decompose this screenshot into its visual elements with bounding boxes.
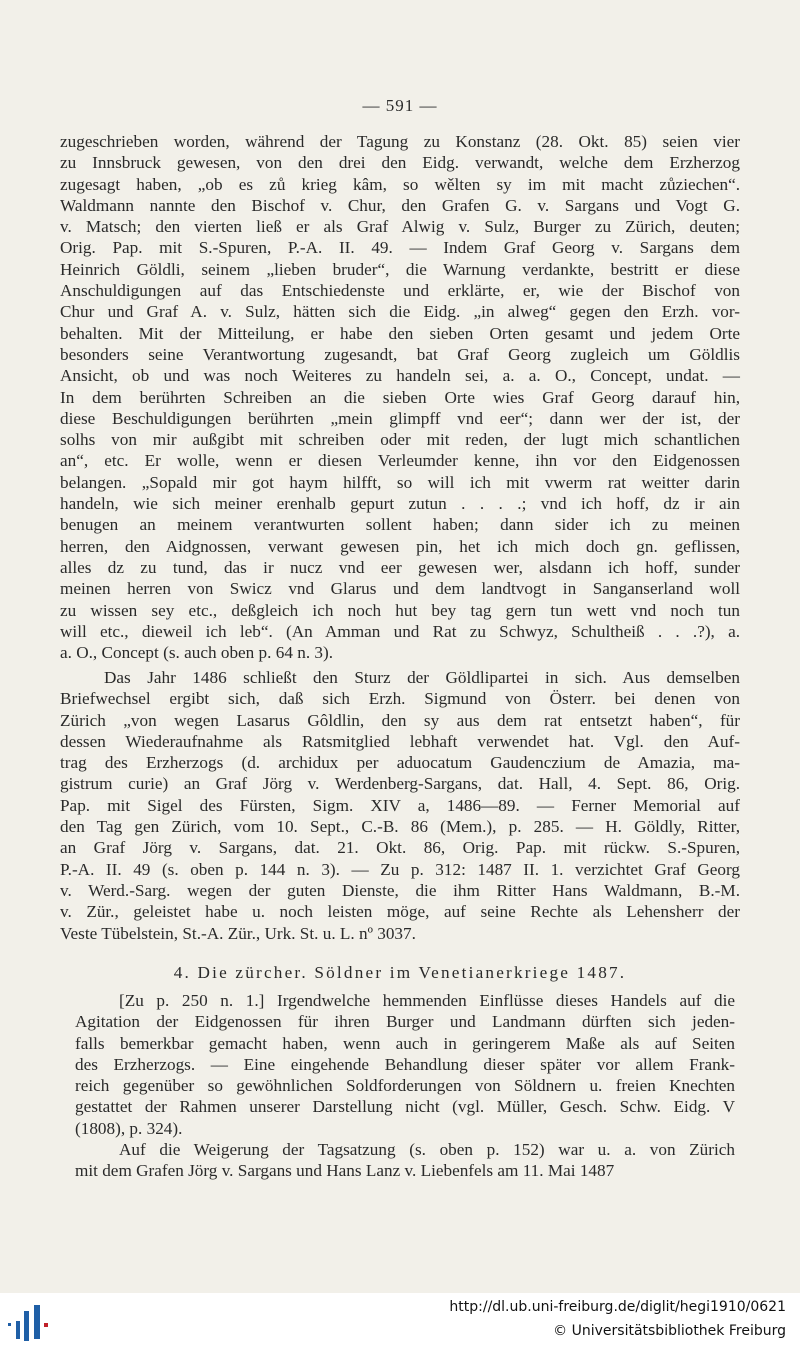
text-line: an“, etc. Er wolle, wenn er diesen Verleumder kenne, ihn vor den Eidgenossen (60, 451, 740, 471)
footer-bar (0, 1293, 800, 1349)
text-line: a. O., Concept (s. auch oben p. 64 n. 3). (60, 643, 334, 663)
page-number: — 591 — (362, 96, 438, 115)
paragraph-2 (60, 667, 740, 944)
text-line: gestattet der Rahmen unserer Darstellung nicht (vgl. Müller, Gesch. Schw. Eidg. V (75, 1097, 735, 1117)
text-line: Zürich „von wegen Lasarus Gôldlin, den sy aus dem rat entsetzt haben“, für (60, 710, 740, 730)
text-line: reich gegenüber so gewöhnlichen Soldforderungen von Söldnern u. freien Knechten (75, 1076, 735, 1096)
text-line: behalten. Mit der Mitteilung, er habe den sieben Orten gesamt und jedem Orte (60, 323, 740, 343)
text-line: trag des Erzherzogs (d. archidux per aduocatum Gaudenczium de Amazia, ma- (60, 753, 740, 773)
text-line: diese Beschuldigungen berührten „mein glimpff vnd eer“; dann wer der ist, der (60, 408, 740, 428)
text-line: Veste Tübelstein, St.-A. Zür., Urk. St. u. L. nº 3037. (60, 923, 416, 943)
text-line: [Zu p. 250 n. 1.] Irgendwelche hemmenden Einflüsse dieses Handels auf die (119, 991, 735, 1010)
section-heading: 4. Die zürcher. Söldner im Venetianerkriege 1487. (173, 963, 627, 982)
section-paragraph-2 (75, 1139, 735, 1182)
text-line: will etc., dieweil ich leb“. (An Amman und Rat zu Schwyz, Schultheiß . . .?), a. (60, 621, 740, 641)
text-line: solhs von mir außgibt mit schreiben oder mit reden, der lugt mich schantlichen (60, 430, 740, 450)
text-line: Anschuldigungen auf das Entschiedenste und erklärte, er, wie der Bischof von (60, 281, 740, 301)
text-line: Waldmann nannte den Bischof v. Chur, den Grafen G. v. Sargans und Vogt G. (60, 195, 740, 215)
text-line: Chur und Graf A. v. Sulz, hätten sich die Eidg. „in alweg“ gegen den Erzh. vor- (60, 302, 740, 322)
text-line: Auf die Weigerung der Tagsatzung (s. oben p. 152) war u. a. von Zürich (119, 1140, 735, 1159)
copyright-notice: © Universitätsbibliothek Freiburg (553, 1323, 786, 1339)
permalink-url[interactable]: http://dl.ub.uni-freiburg.de/diglit/hegi1910/0621 (449, 1299, 786, 1315)
text-line: alles dz zu tund, das ir nucz vnd eer gewesen wer, alsdann ich hoff, sunder (60, 557, 740, 577)
section-paragraph-1 (75, 990, 735, 1139)
text-line: v. Matsch; den vierten ließ er als Graf Alwig v. Sulz, Burger zu Zürich, deuten; (60, 217, 740, 237)
text-line: dessen Wiederaufnahme als Ratsmitglied lebhaft verwendet hat. Vgl. den Auf- (60, 731, 740, 751)
text-line: v. Zür., geleistet habe u. noch leisten möge, auf seine Rechte als Lehensherr der (60, 902, 740, 922)
text-line: meinen herren von Swicz vnd Glarus und dem landtvogt in Sanganserland woll (60, 579, 740, 599)
text-line: benugen an meinem verantwurten sollent haben; dann sider ich zu meinen (60, 515, 740, 535)
text-line: besonders seine Verantwortung zugesandt, bat Graf Georg zugleich um Göldlis (60, 344, 740, 364)
text-line: P.-A. II. 49 (s. oben p. 144 n. 3). — Zu p. 312: 1487 II. 1. verzichtet Graf Georg (60, 859, 740, 879)
text-line: an Graf Jörg v. Sargans, dat. 21. Okt. 86, Orig. Pap. mit rückw. S.-Spuren, (60, 838, 740, 858)
text-line: handeln, wie sich meiner erenhalb gepurt zutun . . . .; vnd ich hoff, dz ir ain (60, 494, 740, 514)
text-line: falls bemerkbar gemacht haben, wenn auch in geringerem Maße als auf Seiten (75, 1033, 735, 1053)
text-line: zu Innsbruck gewesen, von den drei den Eidg. verwandt, welche dem Erzherzog (60, 153, 740, 173)
text-line: gistrum curie) an Graf Jörg v. Werdenberg-Sargans, dat. Hall, 4. Sept. 86, Orig. (60, 774, 740, 794)
text-line: v. Werd.-Sarg. wegen der guten Dienste, die ihm Ritter Hans Waldmann, B.-M. (60, 880, 740, 900)
text-line: Das Jahr 1486 schließt den Sturz der Göldlipartei in sich. Aus demselben (104, 668, 740, 687)
text-line: belangen. „Sopald mir got haym hilfft, so will ich mit vwerm rat weitter darin (60, 472, 740, 492)
text-line: Agitation der Eidgenossen für ihren Burger und Landmann dürften sich jeden- (75, 1012, 735, 1032)
paragraph-1 (60, 131, 740, 663)
text-line: zu wissen sey etc., deßgleich ich noch hut bey tag gern tun wett vnd noch tun (60, 600, 740, 620)
text-line: zugeschrieben worden, während der Tagung zu Konstanz (28. Okt. 85) seien vier (60, 132, 740, 151)
text-line: Heinrich Göldli, seinem „lieben bruder“, die Warnung verdankte, bestritt er diese (60, 259, 740, 279)
text-line: des Erzherzogs. — Eine eingehende Behandlung dieser später vor allem Frank- (75, 1054, 735, 1074)
text-line: herren, den Aidgnossen, verwant gewesen pin, het ich mich doch gn. geflissen, (60, 536, 740, 556)
text-line: Briefwechsel ergibt sich, daß sich Erzh. Sigmund von Österr. bei denen von (60, 689, 740, 709)
text-line: zugesagt haben, „ob es zů krieg kâm, so wělten sy im mit macht zůziechen“. (60, 174, 740, 194)
text-line: Orig. Pap. mit S.-Spuren, P.-A. II. 49. — Indem Graf Georg v. Sargans dem (60, 238, 740, 258)
text-line: In dem berührten Schreiben an die sieben Orte wies Graf Georg darauf hin, (60, 387, 740, 407)
text-line: Pap. mit Sigel des Fürsten, Sigm. XIV a, 1486—89. — Ferner Memorial auf (60, 795, 740, 815)
text-line: den Tag gen Zürich, vom 10. Sept., C.-B. 86 (Mem.), p. 285. — H. Göldly, Ritter, (60, 817, 740, 837)
text-line: Ansicht, ob und was noch Weiteres zu handeln sei, a. a. O., Concept, undat. — (60, 366, 740, 386)
text-line: (1808), p. 324). (75, 1118, 183, 1138)
text-line: mit dem Grafen Jörg v. Sargans und Hans Lanz v. Liebenfels am 11. Mai 1487 (75, 1161, 615, 1181)
university-library-logo-icon (8, 1303, 52, 1341)
